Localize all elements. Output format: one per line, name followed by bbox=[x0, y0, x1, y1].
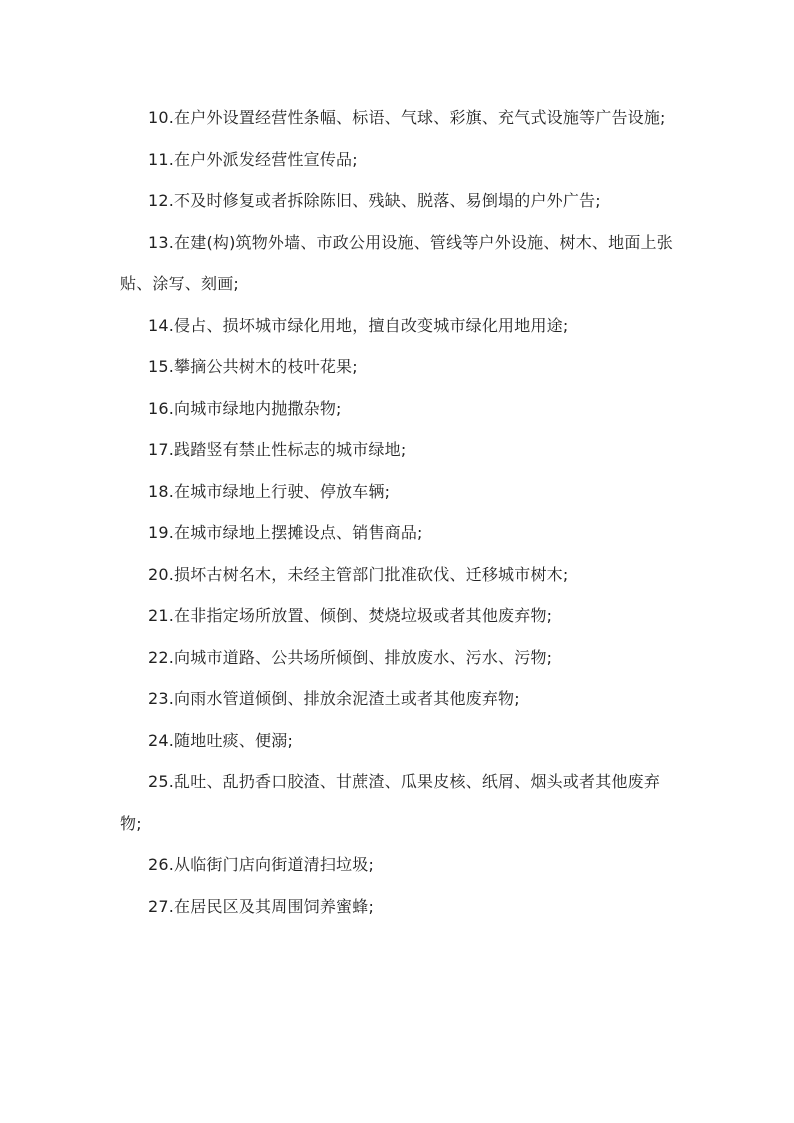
document-body bbox=[120, 97, 680, 927]
list-item: 12.不及时修复或者拆除陈旧、残缺、脱落、易倒塌的户外广告; bbox=[148, 191, 601, 210]
list-item: 10.在户外设置经营性条幅、标语、气球、彩旗、充气式设施等广告设施; bbox=[148, 108, 666, 127]
list-item: 27.在居民区及其周围饲养蜜蜂; bbox=[148, 896, 375, 916]
list-item: 13.在建(构)筑物外墙、市政公用设施、管线等户外设施、树木、地面上张贴、涂写、刻画; bbox=[120, 232, 673, 293]
list-item: 19.在城市绿地上摆摊设点、销售商品; bbox=[148, 523, 423, 542]
list-item: 17.践踏竖有禁止性标志的城市绿地; bbox=[148, 440, 407, 459]
list-item: 25.乱吐、乱扔香口胶渣、甘蔗渣、瓜果皮核、纸屑、烟头或者其他废弃物; bbox=[120, 772, 661, 833]
list-item: 24.随地吐痰、便溺; bbox=[148, 730, 294, 750]
list-item: 22.向城市道路、公共场所倾倒、排放废水、污水、污物; bbox=[148, 647, 553, 667]
list-item: 20.损坏古树名木，未经主管部门批准砍伐、迁移城市树木; bbox=[148, 564, 569, 584]
list-item: 14.侵占、损坏城市绿化用地，擅自改变城市绿化用地用途; bbox=[148, 315, 569, 335]
list-item: 18.在城市绿地上行驶、停放车辆; bbox=[148, 481, 391, 501]
list-item: 26.从临街门店向街道清扫垃圾; bbox=[148, 855, 375, 874]
list-item: 23.向雨水管道倾倒、排放余泥渣土或者其他废弃物; bbox=[148, 689, 520, 708]
list-item: 11.在户外派发经营性宣传品; bbox=[148, 149, 358, 169]
list-item: 21.在非指定场所放置、倾倒、焚烧垃圾或者其他废弃物; bbox=[148, 606, 553, 625]
list-item: 15.攀摘公共树木的枝叶花果; bbox=[148, 357, 358, 376]
list-item: 16.向城市绿地内抛撒杂物; bbox=[148, 398, 342, 418]
